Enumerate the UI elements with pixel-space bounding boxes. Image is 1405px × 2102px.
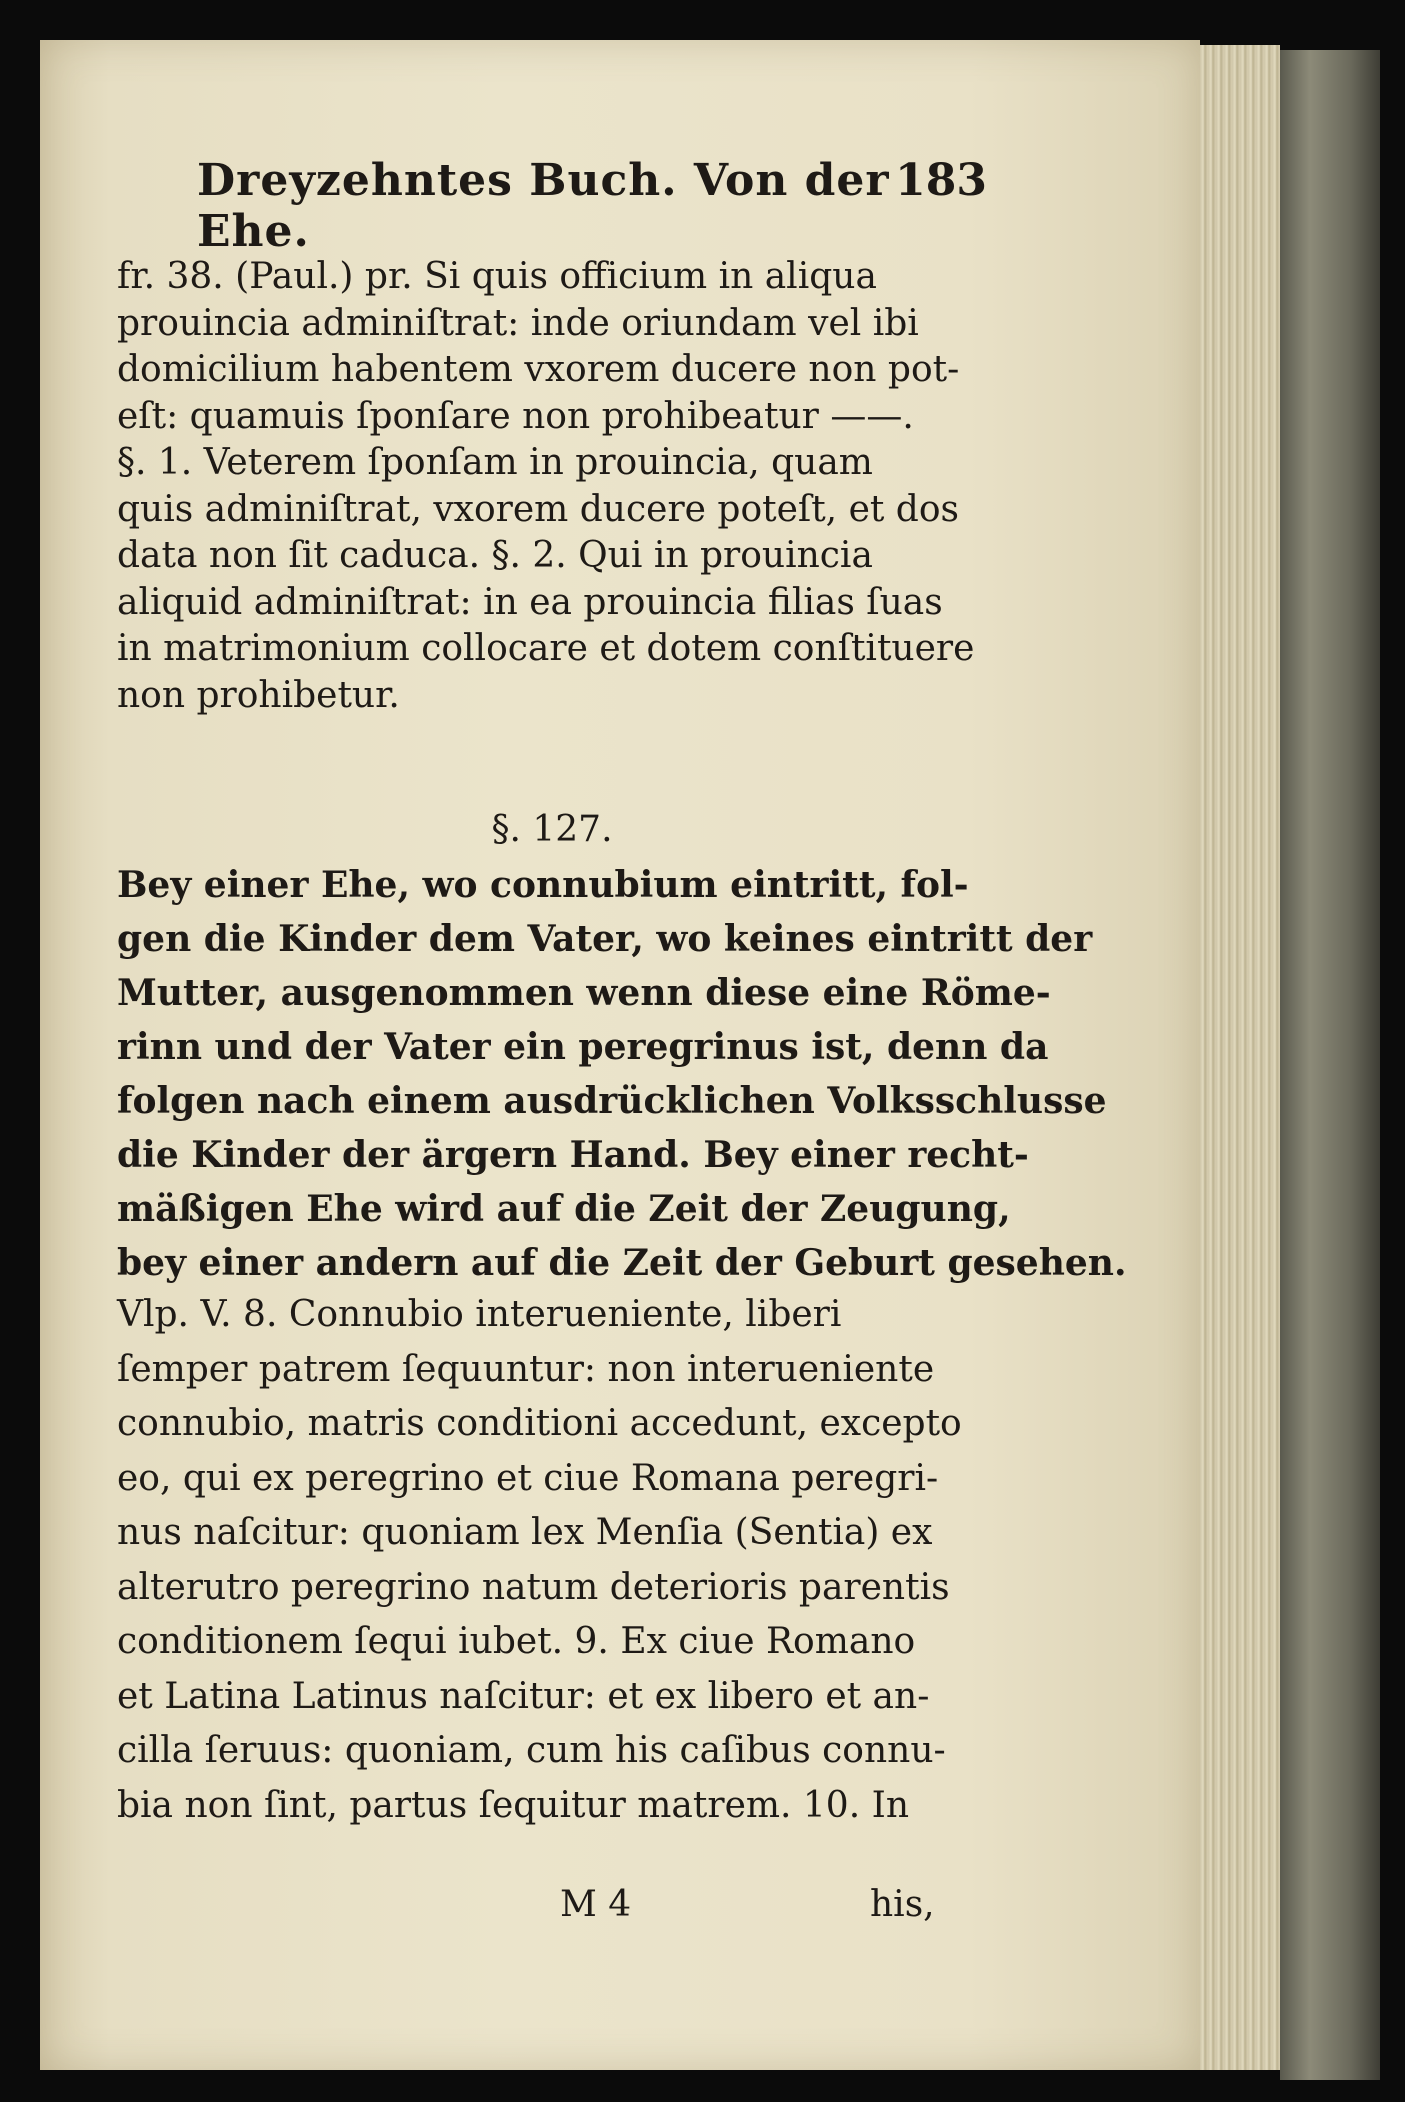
latin-text-line: prouincia adminiſtrat: inde oriundam vel ibi [117, 302, 919, 344]
running-header [117, 155, 987, 257]
german-text-line: mäßigen Ehe wird auf die Zeit der Zeugung, [117, 1188, 1011, 1230]
latin-text-line: connubio, matris conditioni accedunt, excepto [117, 1403, 962, 1444]
catchword: his, [870, 1884, 935, 1925]
german-text-line: Bey einer Ehe, wo connubium eintritt, fol- [117, 864, 969, 906]
latin-text-line: eſt: quamuis ſponſare non prohibeatur ——. [117, 395, 914, 437]
latin-text-line: cilla ſeruus: quoniam, cum his caſibus connu- [117, 1730, 946, 1771]
page-edges [1200, 45, 1280, 2070]
latin-text-line: alterutro peregrino natum deterioris parentis [117, 1566, 950, 1608]
latin-text-line: non prohibetur. [117, 674, 400, 716]
signature-mark: M 4 [560, 1884, 632, 1925]
section-heading: §. 127. [491, 809, 613, 850]
book-cover-edge [1280, 50, 1380, 2080]
latin-text-line: fr. 38. (Paul.) pr. Si quis officium in aliqua [117, 256, 877, 297]
german-text-line: folgen nach einem ausdrücklichen Volksschlusse [117, 1080, 1107, 1122]
latin-text-line: ſemper patrem ſequuntur: non interueniente [117, 1348, 935, 1390]
latin-text-line: Vlp. V. 8. Connubio interueniente, liberi [117, 1294, 842, 1335]
latin-text-line: bia non ſint, partus ſequitur matrem. 10. In [117, 1784, 909, 1826]
german-text-line: rinn und der Vater ein peregrinus ist, denn da [117, 1026, 1049, 1068]
running-title: Dreyzehntes Buch. Von der Ehe. [197, 155, 890, 257]
german-text-line: Mutter, ausgenommen wenn diese eine Röme- [117, 972, 1051, 1014]
page-number: 183 [895, 155, 987, 206]
latin-text-line: §. 1. Veterem ſponſam in prouincia, quam [117, 442, 873, 483]
german-text-line: gen die Kinder dem Vater, wo keines eintritt der [117, 918, 1093, 960]
german-text-line: die Kinder der ärgern Hand. Bey einer recht- [117, 1134, 1029, 1176]
german-text-line: bey einer andern auf die Zeit der Geburt gesehen. [117, 1242, 1127, 1284]
latin-text-line: conditionem ſequi iubet. 9. Ex ciue Romano [117, 1621, 916, 1662]
latin-text-line: et Latina Latinus naſcitur: et ex libero et an- [117, 1675, 930, 1717]
latin-text-line: domicilium habentem vxorem ducere non pot- [117, 349, 960, 390]
latin-text-line: data non ſit caduca. §. 2. Qui in prouincia [117, 535, 873, 576]
latin-text-line: aliquid adminiſtrat: in ea prouincia filias ſuas [117, 581, 943, 623]
latin-text-line: nus naſcitur: quoniam lex Menſia (Sentia) ex [117, 1512, 933, 1553]
latin-text-line: in matrimonium collocare et dotem conſtituere [117, 628, 975, 669]
latin-text-line: eo, qui ex peregrino et ciue Romana peregri- [117, 1457, 939, 1499]
latin-text-line: quis adminiſtrat, vxorem ducere poteſt, et dos [117, 488, 959, 530]
